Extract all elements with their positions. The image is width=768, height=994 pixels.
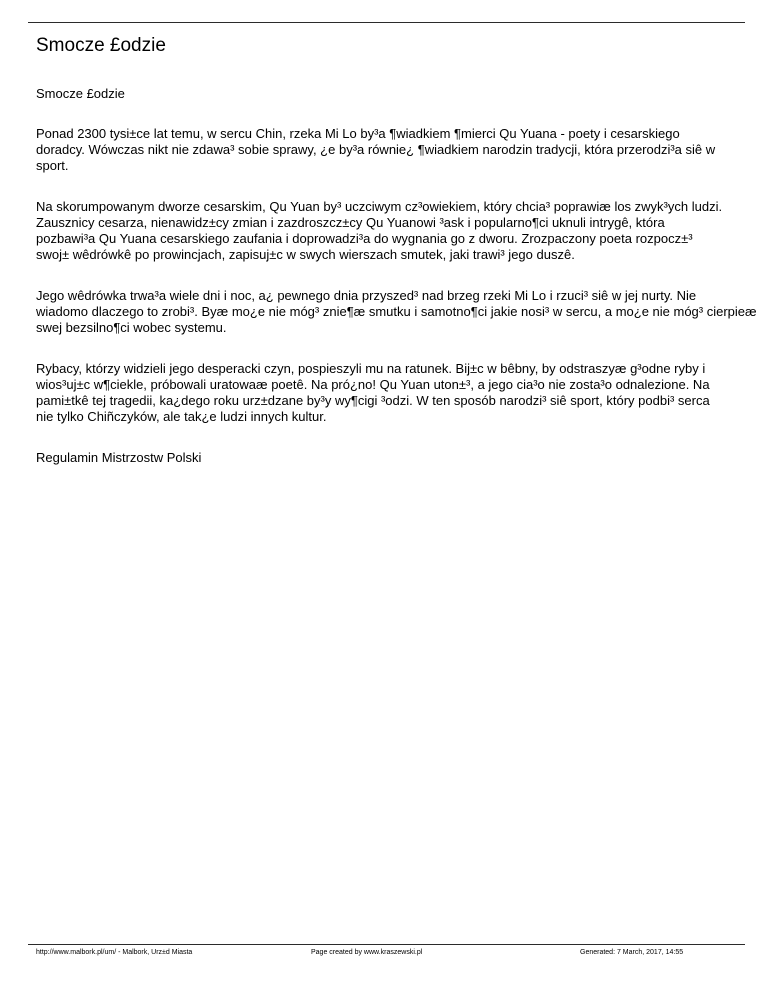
article-paragraph-2: Na skorumpowanym dworze cesarskim, Qu Yuan by³ uczciwym cz³owiekiem, który chcia³ poprawiæ los zwyk³ych ludzi. Zausznicy cesarza, nienawidz±cy zmian i zazdroszcz±cy Qu Yuanowi ³ask i popularno¶ci uknuli intrygê, która pozbawi³a Qu Yuana cesarskiego zaufania i doprowadzi³a do wygnania go z dworu. Zrozpaczony poeta rozpocz±³ swoj± wêdrówkê po prowincjach, zapisuj±c w swych wierszach smutek, jaki trawi³ jego duszê. xyxy=(36,199,723,262)
footer-generated-date: Generated: 7 March, 2017, 14:55 xyxy=(580,949,684,956)
top-divider xyxy=(28,22,745,23)
regulations-link[interactable]: Regulamin Mistrzostw Polski xyxy=(36,450,202,465)
footer-divider xyxy=(28,944,745,945)
page-title: Smocze £odzie xyxy=(36,35,166,56)
footer-credit: Page created by www.kraszewski.pl xyxy=(311,949,423,956)
article-paragraph-4: Rybacy, którzy widzieli jego desperacki czyn, pospieszyli mu na ratunek. Bij±c w bêbny, by odstraszyæ g³odne ryby i wios³uj±c w¶ciekle, próbowali uratowaæ poetê. Na pró¿no! Qu Yuan uton±³, a jego cia³o nie zosta³o odnalezione. Na pami±tkê tej tragedii, ka¿dego roku urz±dzane by³y wy¶cigi ³odzi. W ten sposób narodzi³ siê sport, który podbi³ serca nie tylko Chiñczyków, ale tak¿e ludzi innych kultur. xyxy=(36,361,710,424)
footer-source-url: http://www.malbork.pl/um/ - Malbork, Urz±d Miasta xyxy=(36,949,193,956)
article-paragraph-1: Ponad 2300 tysi±ce lat temu, w sercu Chin, rzeka Mi Lo by³a ¶wiadkiem ¶mierci Qu Yuana - poety i cesarskiego doradcy. Wówczas nikt nie zdawa³ sobie sprawy, ¿e by³a równie¿ ¶wiadkiem narodzin tradycji, która przerodzi³a siê w sport. xyxy=(36,126,716,173)
article-subtitle: Smocze £odzie xyxy=(36,86,125,101)
article-body xyxy=(36,86,758,466)
article-paragraph-3: Jego wêdrówka trwa³a wiele dni i noc, a¿ pewnego dnia przyszed³ nad brzeg rzeki Mi Lo i rzuci³ siê w jej nurty. Nie wiadomo dlaczego to zrobi³. Byæ mo¿e nie móg³ znie¶æ smutku i samotno¶ci jakie nosi³ w sercu, a mo¿e nie móg³ cierpieæ swej bezsilno¶ci wobec systemu. xyxy=(36,288,757,335)
